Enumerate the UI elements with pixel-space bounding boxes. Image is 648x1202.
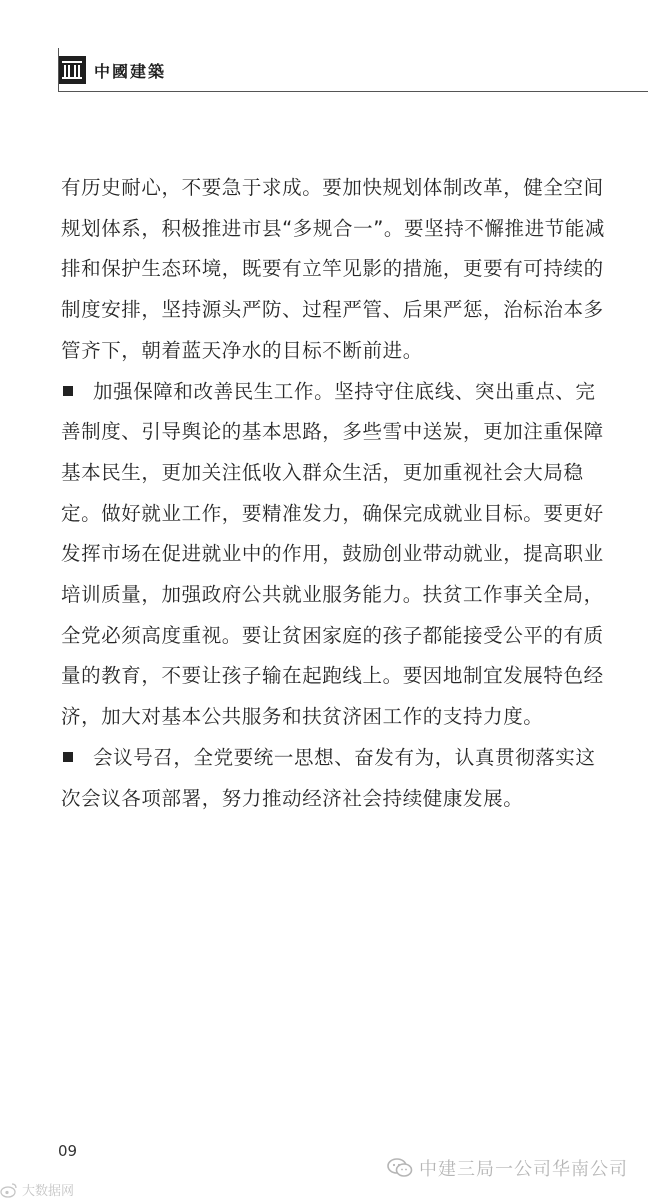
bullet-text: 加强保障和改善民生工作。坚持守住底线、突出重点、完善制度、引导舆论的基本思路，多些雪中送炭，更加注重保障基本民生，更加关注低收入群众生活，更加重视社会大局稳定。做好就业工作，要精准发力，确保完成就业目标。要更好发挥市场在促进就业中的作用，鼓励创业带动就业，提高职业培训质量，加强政府公共就业服务能力。扶贫工作事关全局，全党必须高度重视。要让贫困家庭的孩子都能接受公平的有质量的教育，不要让孩子输在起跑线上。要因地制宜发展特色经济，加大对基本公共服务和扶贫济困工作的支持力度。	[61, 379, 604, 729]
square-bullet-icon	[63, 386, 73, 396]
corner-text: 大数据网	[22, 1184, 75, 1199]
weibo-icon	[0, 1182, 18, 1198]
bullet-paragraph	[61, 738, 607, 819]
corner-watermark	[0, 1180, 74, 1199]
article-body	[61, 168, 607, 819]
page-header	[58, 48, 166, 92]
page-number: 09	[58, 1142, 78, 1160]
bullet-text: 会议号召，全党要统一思想、奋发有为，认真贯彻落实这次会议各项部署，努力推动经济社会持续健康发展。	[61, 745, 596, 810]
building-logo-icon	[58, 56, 86, 84]
header-divider-vertical	[58, 48, 59, 92]
paragraph: 有历史耐心，不要急于求成。要加快规划体制改革，健全空间规划体系，积极推进市县“多规合一”。要坚持不懈推进节能减排和保护生态环境，既要有立竿见影的措施，更要有可持续的制度安排，坚持源头严防、过程严管、后果严惩，治标治本多管齐下，朝着蓝天净水的目标不断前进。	[61, 176, 606, 362]
source-name: 中建三局一公司华南公司	[419, 1159, 628, 1180]
header-divider	[58, 91, 648, 92]
source-watermark	[387, 1155, 628, 1181]
brand-name: 中國建築	[94, 61, 167, 81]
bullet-paragraph	[61, 372, 607, 738]
square-bullet-icon	[63, 752, 73, 762]
wechat-icon	[387, 1158, 413, 1178]
